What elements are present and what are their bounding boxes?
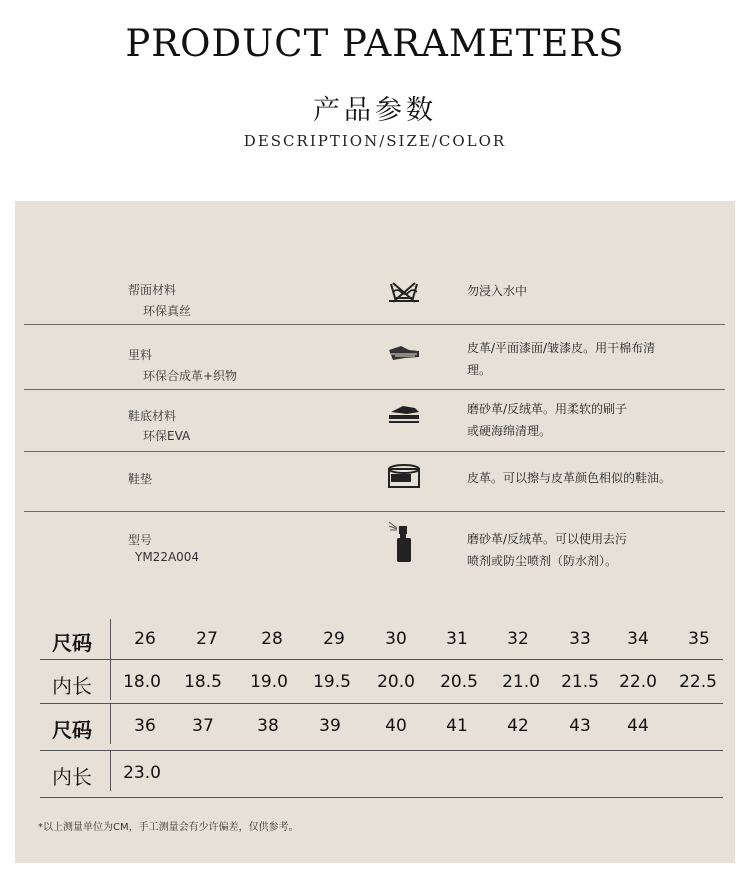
size-row-header: 尺码 [52, 631, 92, 655]
length-cell: 20.0 [377, 672, 415, 692]
size-cell: 42 [507, 716, 529, 736]
size-cell: 43 [569, 716, 591, 736]
length-cell: 19.5 [313, 672, 351, 692]
row-divider [24, 451, 725, 452]
length-row-header: 内长 [52, 765, 92, 789]
length-cell: 19.0 [250, 672, 288, 692]
param-label-model: 型号 [128, 533, 153, 547]
table-line [40, 797, 723, 798]
size-cell: 37 [192, 716, 214, 736]
brush-icon [387, 402, 421, 430]
length-cell: 21.0 [502, 672, 540, 692]
length-row-header: 内长 [52, 674, 92, 698]
size-cell: 27 [196, 629, 218, 649]
size-row [40, 704, 723, 744]
size-cell: 36 [134, 716, 156, 736]
size-cell: 33 [569, 629, 591, 649]
column-separator [110, 751, 111, 791]
column-separator [110, 619, 111, 659]
length-cell: 21.5 [561, 672, 599, 692]
size-cell: 41 [446, 716, 468, 736]
param-value-upper: 环保真丝 [143, 304, 192, 318]
row-divider [24, 511, 725, 512]
size-cell: 35 [688, 629, 710, 649]
cloth-wipe-icon [387, 342, 421, 368]
length-cell: 22.5 [679, 672, 717, 692]
length-cell: 22.0 [619, 672, 657, 692]
size-cell: 29 [323, 629, 345, 649]
size-cell: 31 [446, 629, 468, 649]
size-cell: 44 [627, 716, 649, 736]
care-text-cloth: 皮革/平面漆面/皱漆皮。用干棉布清 理。 [467, 341, 656, 377]
length-cell: 23.0 [123, 763, 161, 783]
size-row [40, 619, 723, 659]
row-divider [24, 324, 725, 325]
param-value-sole: 环保EVA [143, 429, 191, 443]
size-cell: 39 [319, 716, 341, 736]
size-cell: 26 [134, 629, 156, 649]
size-cell: 40 [385, 716, 407, 736]
size-cell: 38 [257, 716, 279, 736]
shoe-polish-tin-icon [387, 463, 421, 495]
length-cell: 20.5 [440, 672, 478, 692]
care-text-brush: 磨砂革/反绒革。用柔软的刷子 或硬海绵清理。 [467, 402, 628, 438]
param-label-sole: 鞋底材料 [128, 409, 177, 423]
size-row-header: 尺码 [52, 718, 92, 742]
param-value-model: YM22A004 [135, 550, 200, 564]
param-value-lining: 环保合成革+织物 [143, 369, 238, 383]
page-title-cn: 产品参数 [313, 95, 437, 126]
row-divider [24, 389, 725, 390]
no-soak-icon [387, 280, 421, 310]
care-text-spray: 磨砂革/反绒革。可以使用去污 喷剂或防尘喷剂（防水剂）。 [467, 532, 628, 568]
spray-bottle-icon [387, 520, 421, 568]
care-text-polish: 皮革。可以擦与皮革颜色相似的鞋油。 [467, 471, 672, 485]
length-row [40, 751, 723, 791]
length-cell: 18.5 [184, 672, 222, 692]
length-cell: 18.0 [123, 672, 161, 692]
footnote: *以上测量单位为CM，手工测量会有少许偏差，仅供参考。 [38, 822, 299, 833]
column-separator [110, 660, 111, 700]
care-text-no-soak: 勿浸入水中 [467, 284, 528, 298]
param-label-insole: 鞋垫 [128, 472, 153, 486]
page-title: PRODUCT PARAMETERS [125, 22, 625, 65]
param-label-lining: 里料 [128, 348, 153, 362]
size-cell: 32 [507, 629, 529, 649]
column-separator [110, 704, 111, 744]
size-cell: 34 [627, 629, 649, 649]
length-row [40, 660, 723, 700]
page-subtitle: DESCRIPTION/SIZE/COLOR [243, 132, 507, 150]
size-cell: 30 [385, 629, 407, 649]
size-cell: 28 [261, 629, 283, 649]
param-label-upper: 帮面材料 [128, 283, 177, 297]
